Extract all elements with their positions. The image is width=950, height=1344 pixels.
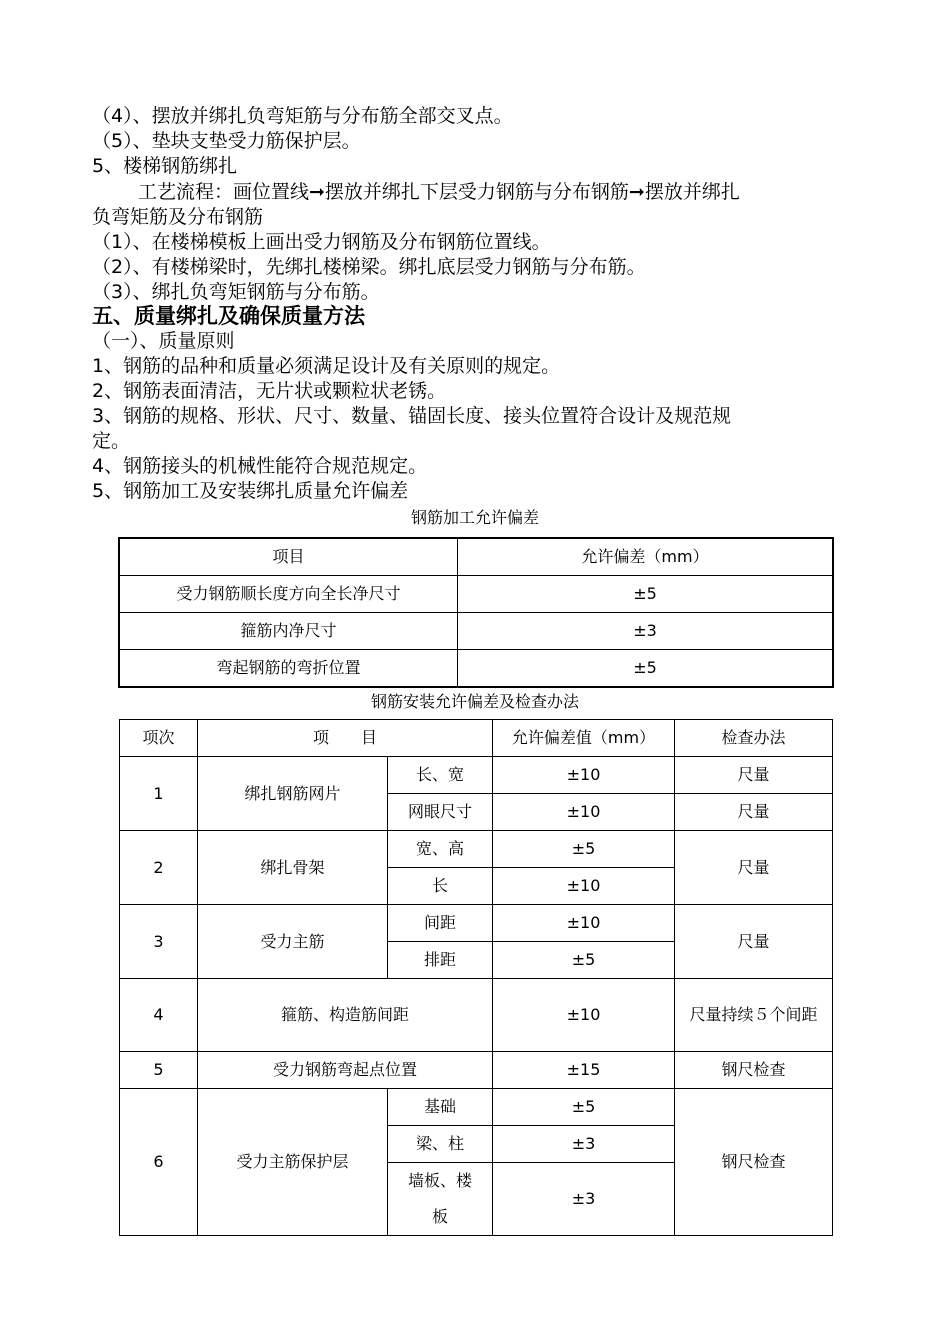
table-cell: 受力钢筋顺长度方向全长净尺寸 xyxy=(119,576,458,613)
table-cell: ±10 xyxy=(493,905,675,942)
table-row xyxy=(120,905,833,942)
text-line: 3、钢筋的规格、形状、尺寸、数量、锚固长度、接头位置符合设计及规范规 xyxy=(92,405,732,427)
table-header: 允许偏差（mm） xyxy=(458,538,834,576)
table-cell: 墙板、楼板 xyxy=(388,1163,493,1236)
table-cell: 1 xyxy=(120,757,198,831)
table-cell: 3 xyxy=(120,905,198,979)
table-header-row xyxy=(119,538,833,576)
table-cell: 尺量 xyxy=(675,905,833,979)
process-flow-text: 工艺流程：画位置线➞摆放并绑扎下层受力钢筋与分布钢筋➞摆放并绑扎 xyxy=(138,181,740,203)
text-line: 2、钢筋表面清洁，无片状或颗粒状老锈。 xyxy=(92,380,447,402)
table-cell: 绑扎骨架 xyxy=(198,831,388,905)
table-cell: 弯起钢筋的弯折位置 xyxy=(119,650,458,688)
table-cell: 4 xyxy=(120,979,198,1052)
table-cell: 梁、柱 xyxy=(388,1126,493,1163)
table-cell: 网眼尺寸 xyxy=(388,794,493,831)
table-cell: ±5 xyxy=(458,650,834,688)
text-line: 1、钢筋的品种和质量必须满足设计及有关原则的规定。 xyxy=(92,355,561,377)
table-cell: 钢尺检查 xyxy=(675,1089,833,1236)
processing-tolerance-table xyxy=(118,537,834,688)
installation-tolerance-table xyxy=(119,719,833,1236)
table1-caption: 钢筋加工允许偏差 xyxy=(410,508,539,527)
table-cell: ±15 xyxy=(493,1052,675,1089)
text-line: （2）、有楼梯梁时，先绑扎楼梯梁。绑扎底层受力钢筋与分布筋。 xyxy=(92,256,646,278)
table-cell: ±3 xyxy=(458,613,834,650)
table-cell: ±5 xyxy=(493,1089,675,1126)
text-line: 4、钢筋接头的机械性能符合规范规定。 xyxy=(92,455,428,477)
text-line: （5）、垫块支垫受力筋保护层。 xyxy=(92,130,361,152)
table-cell: 间距 xyxy=(388,905,493,942)
table-row xyxy=(119,613,833,650)
text-line: 定。 xyxy=(92,430,131,452)
table-cell: ±5 xyxy=(493,942,675,979)
table-cell: ±3 xyxy=(493,1126,675,1163)
text-line: 负弯矩筋及分布钢筋 xyxy=(92,206,264,228)
table-header-row xyxy=(120,720,833,757)
table-cell: 尺量 xyxy=(675,757,833,794)
text-line: （1）、在楼梯模板上画出受力钢筋及分布钢筋位置线。 xyxy=(92,231,551,253)
table-header: 项 目 xyxy=(198,720,493,757)
table-cell: 长、宽 xyxy=(388,757,493,794)
table-cell: ±10 xyxy=(493,757,675,794)
subsection-heading: （一）、质量原则 xyxy=(92,330,235,352)
table-header: 项次 xyxy=(120,720,198,757)
table-cell: ±10 xyxy=(493,979,675,1052)
table-cell: 钢尺检查 xyxy=(675,1052,833,1089)
table-row xyxy=(120,979,833,1052)
table-cell: 排距 xyxy=(388,942,493,979)
table-cell: 5 xyxy=(120,1052,198,1089)
table-cell: 受力主筋 xyxy=(198,905,388,979)
table-cell: 箍筋内净尺寸 xyxy=(119,613,458,650)
table-cell: 箍筋、构造筋间距 xyxy=(198,979,493,1052)
table-cell: 尺量 xyxy=(675,831,833,905)
chapter-heading: 五、质量绑扎及确保质量方法 xyxy=(92,304,365,328)
table-cell: ±10 xyxy=(493,868,675,905)
table-cell: 受力钢筋弯起点位置 xyxy=(198,1052,493,1089)
table-cell: 绑扎钢筋网片 xyxy=(198,757,388,831)
table-cell: 宽、高 xyxy=(388,831,493,868)
text-line: （3）、绑扎负弯矩钢筋与分布筋。 xyxy=(92,281,380,303)
table-header: 检查办法 xyxy=(675,720,833,757)
table-cell: 2 xyxy=(120,831,198,905)
table-cell: ±3 xyxy=(493,1163,675,1236)
table-row xyxy=(120,1052,833,1089)
text-line: （4）、摆放并绑扎负弯矩筋与分布筋全部交叉点。 xyxy=(92,105,513,127)
table-cell: ±5 xyxy=(458,576,834,613)
table-header: 允许偏差值（mm） xyxy=(493,720,675,757)
text-line: 5、钢筋加工及安装绑扎质量允许偏差 xyxy=(92,480,409,502)
section-heading: 5、楼梯钢筋绑扎 xyxy=(92,155,238,177)
table-cell: 受力主筋保护层 xyxy=(198,1089,388,1236)
table-row xyxy=(120,1089,833,1126)
table-cell: 尺量 xyxy=(675,794,833,831)
table-row xyxy=(120,831,833,868)
table-cell: ±10 xyxy=(493,794,675,831)
table-row xyxy=(119,576,833,613)
table-row xyxy=(119,650,833,688)
table2-caption: 钢筋安装允许偏差及检查办法 xyxy=(370,692,579,711)
table-cell: 6 xyxy=(120,1089,198,1236)
table-header: 项目 xyxy=(119,538,458,576)
table-cell: 基础 xyxy=(388,1089,493,1126)
table-cell: 尺量持续５个间距 xyxy=(675,979,833,1052)
table-cell: ±5 xyxy=(493,831,675,868)
table-row xyxy=(120,757,833,794)
table-cell: 长 xyxy=(388,868,493,905)
